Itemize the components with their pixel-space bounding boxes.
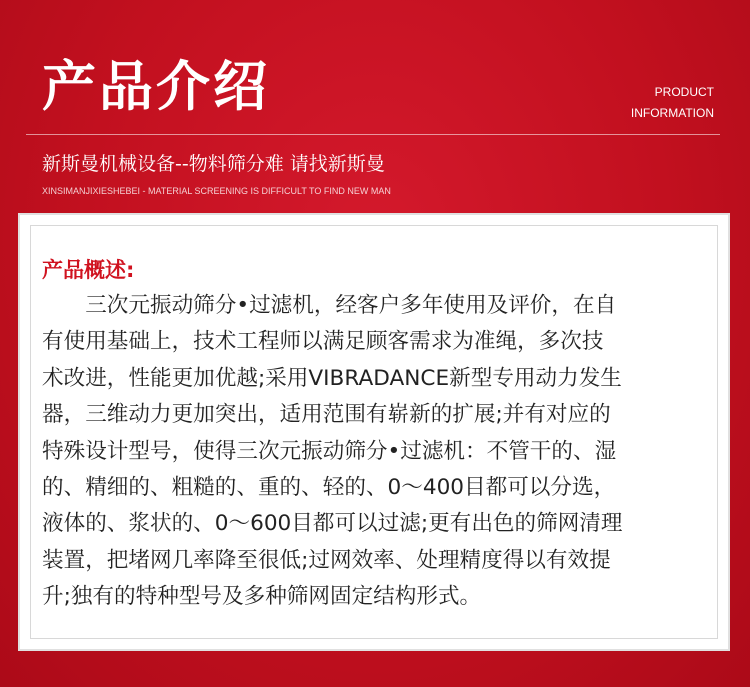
overview-line: 三次元振动筛分•过滤机，经客户多年使用及评价，在自: [42, 293, 617, 318]
overview-line: 器，三维动力更加突出，适用范围有崭新的扩展;并有对应的: [42, 402, 611, 428]
product-information-label: [631, 82, 714, 124]
page-title: 产品介绍: [42, 55, 270, 118]
overview-line: 术改进，性能更加优越;采用VIBRADANCE新型专用动力发生: [42, 365, 622, 391]
information-label: INFORMATION: [630, 106, 714, 120]
overview-text: [42, 288, 714, 616]
overview-line: 升;独有的特种型号及多种筛网固定结构形式。: [42, 584, 482, 610]
product-label: PRODUCT: [654, 85, 714, 99]
subtitle: 新斯曼机械设备--物料筛分难 请找新斯曼: [42, 153, 385, 175]
header-divider: [26, 134, 720, 135]
overview-line: 的、精细的、粗糙的、重的、轻的、0～400目都可以分选，: [42, 475, 616, 501]
subtitle-english: XINSIMANJIXIESHEBEI - MATERIAL SCREENING IS DIFFICULT TO FIND NEW MAN: [42, 186, 391, 196]
overview-heading: 产品概述:: [42, 258, 135, 282]
overview-line: 特殊设计型号，使得三次元振动筛分•过滤机：不管干的、湿: [42, 438, 617, 464]
overview-line: 装置，把堵网几率降至很低;过网效率、处理精度得以有效提: [42, 547, 611, 573]
overview-line: 液体的、浆状的、0～600目都可以过滤;更有出色的筛网清理: [42, 511, 623, 537]
overview-line: 有使用基础上，技术工程师以满足顾客需求为准绳，多次技: [42, 329, 604, 355]
